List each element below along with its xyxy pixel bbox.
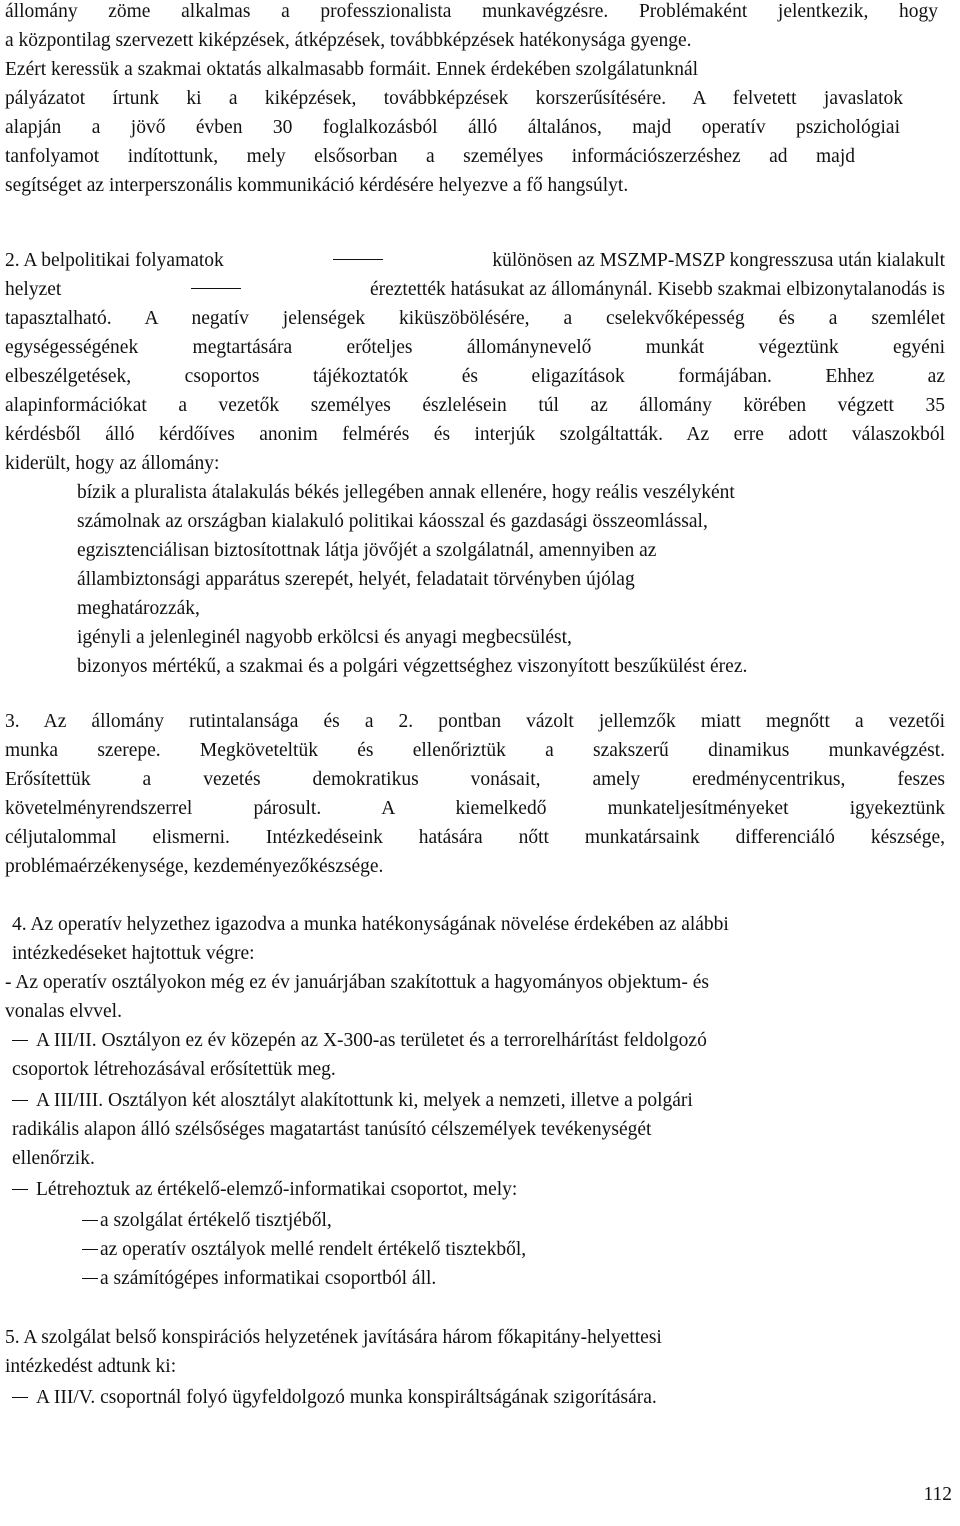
sub-list-item [82, 1235, 902, 1264]
section-4-item-text: A III/II. Osztályon ez év közepén az X-300-as területet és a terrorelhárítást feldolgozó [36, 1030, 707, 1051]
dash-bullet-icon [12, 1100, 28, 1102]
sub-list-item [82, 1264, 902, 1293]
section-3-line: 3. Az állomány rutintalansága és a 2. pontban vázolt jellemzők miatt megnőtt a vezetői [5, 711, 945, 732]
section-2-line: alapinformációkat a vezetők személyes észlelésein túl az állomány körében végzett 35 [5, 395, 945, 416]
section-3-line: követelményrendszerrel párosult. A kiemelkedő munkateljesítményeket igyekeztünk [5, 798, 945, 819]
section-3-line: céljutalommal elismerni. Intézkedéseink hatására nőtt munkatársaink differenciáló készsége, [5, 827, 945, 848]
dash-bullet-icon [12, 1040, 28, 1042]
intro-line: állomány zöme alkalmas a professzionalista munkavégzésre. Problémaként jelentkezik, hogy [5, 1, 938, 22]
section-2-text: helyzet [5, 279, 62, 300]
dash-bullet-icon [82, 1249, 98, 1251]
section-5-line: 5. A szolgálat belső konspirációs helyzetének javítására három főkapitány-helyettesi [5, 1327, 662, 1348]
section-4-item [12, 1086, 937, 1115]
list-item: állambiztonsági apparátus szerepét, helyét, feladatait törvényben újólag [77, 569, 635, 590]
list-item: meghatározzák, [77, 598, 200, 619]
section-5-line: intézkedést adtunk ki: [5, 1356, 177, 1377]
dash-bullet-icon [82, 1278, 98, 1280]
sub-list-item-text: a számítógépes informatikai csoportból áll. [100, 1268, 437, 1289]
intro-line: alapján a jövő évben 30 foglalkozásból álló általános, majd operatív pszichológiai [5, 117, 900, 138]
list-item: igényli a jelenleginél nagyobb erkölcsi és anyagi megbecsülést, [77, 627, 572, 648]
section-4-item [12, 1175, 937, 1204]
section-4-item-text: Létrehoztuk az értékelő-elemző-informatikai csoportot, mely: [36, 1179, 518, 1200]
em-dash [191, 288, 241, 290]
section-4-item [12, 1026, 937, 1055]
section-4-item-line: ellenőrzik. [12, 1148, 95, 1169]
intro-line: a központilag szervezett kiképzések, átképzések, továbbképzések hatékonysága gyenge. [5, 30, 692, 51]
section-4-item-text: A III/III. Osztályon két alosztályt alakítottunk ki, melyek a nemzeti, illetve a polgári [36, 1090, 693, 1111]
intro-line: pályázatot írtunk ki a kiképzések, továbbképzések korszerűsítésére. A felvetett javaslatok [5, 88, 903, 109]
sub-list-item [82, 1206, 902, 1235]
section-2-line: egységességének megtartására erőteljes állománynevelő munkát végeztünk egyéni [5, 337, 945, 358]
section-2-text: különösen az MSZMP-MSZP kongresszusa után kialakult [492, 250, 945, 271]
section-2-line: kiderült, hogy az állomány: [5, 453, 220, 474]
section-2-text: éreztették hatásukat az állománynál. Kisebb szakmai elbizonytalanodás is [369, 279, 945, 300]
intro-line: tanfolyamot indítottunk, mely elsősorban a személyes információszerzéshez ad majd [5, 146, 855, 167]
intro-line: Ezért keressük a szakmai oktatás alkalmasabb formáit. Ennek érdekében szolgálatunknál [5, 59, 699, 80]
section-3-line: problémaérzékenysége, kezdeményezőkészsége. [5, 856, 384, 877]
list-item: bizonyos mértékű, a szakmai és a polgári végzettséghez viszonyított beszűkülést érez. [77, 656, 748, 677]
section-2-line: tapasztalható. A negatív jelenségek kiküszöbölésére, a cselekvőképesség és a szemlélet [5, 308, 945, 329]
section-3-line: munka szerepe. Megköveteltük és ellenőriztük a szakszerű dinamikus munkavégzést. [5, 740, 945, 761]
list-item: számolnak az országban kialakuló politikai káosszal és gazdasági összeomlással, [77, 511, 708, 532]
sub-list-item-text: az operatív osztályok mellé rendelt értékelő tisztekből, [100, 1239, 527, 1260]
section-4-line: intézkedéseket hajtottuk végre: [12, 943, 255, 964]
list-item: bízik a pluralista átalakulás békés jellegében annak ellenére, hogy reális veszélyként [77, 482, 735, 503]
section-2-line: elbeszélgetések, csoportos tájékoztatók és eligazítások formájában. Ehhez az [5, 366, 945, 387]
dash-bullet-icon [82, 1220, 98, 1222]
page-number: 112 [923, 1484, 952, 1505]
section-4-item-line: csoportok létrehozásával erősítettük meg. [12, 1059, 336, 1080]
dash-bullet-icon [12, 1189, 28, 1191]
section-2-line [5, 275, 945, 304]
dash-bullet-icon [12, 1397, 28, 1399]
section-5-item-text: A III/V. csoportnál folyó ügyfeldolgozó munka konspiráltságának szigorítására. [36, 1387, 657, 1408]
list-item: egzisztenciálisan biztosítottnak látja jövőjét a szolgálatnál, amennyiben az [77, 540, 657, 561]
section-5-item [12, 1383, 937, 1412]
intro-line: segítséget az interperszonális kommunikáció kérdésére helyezve a fő hangsúlyt. [5, 175, 629, 196]
sub-list-item-text: a szolgálat értékelő tisztjéből, [100, 1210, 332, 1231]
em-dash [333, 259, 383, 261]
section-4-item-line: - Az operatív osztályokon még ez év januárjában szakítottuk a hagyományos objektum- és [5, 972, 709, 993]
section-2-text: 2. A belpolitikai folyamatok [5, 250, 224, 271]
section-3-line: Erősítettük a vezetés demokratikus vonásait, amely eredménycentrikus, feszes [5, 769, 945, 790]
section-2-line [5, 246, 945, 275]
section-4-line: 4. Az operatív helyzethez igazodva a munka hatékonyságának növelése érdekében az alábbi [12, 914, 729, 935]
section-2-line: kérdésből álló kérdőíves anonim felmérés és interjúk szolgáltatták. Az erre adott válaszokból [5, 424, 945, 445]
section-4-item-line: radikális alapon álló szélsőséges magatartást tanúsító célszemélyek tevékenységét [12, 1119, 652, 1140]
section-4-item-line: vonalas elvvel. [5, 1001, 122, 1022]
